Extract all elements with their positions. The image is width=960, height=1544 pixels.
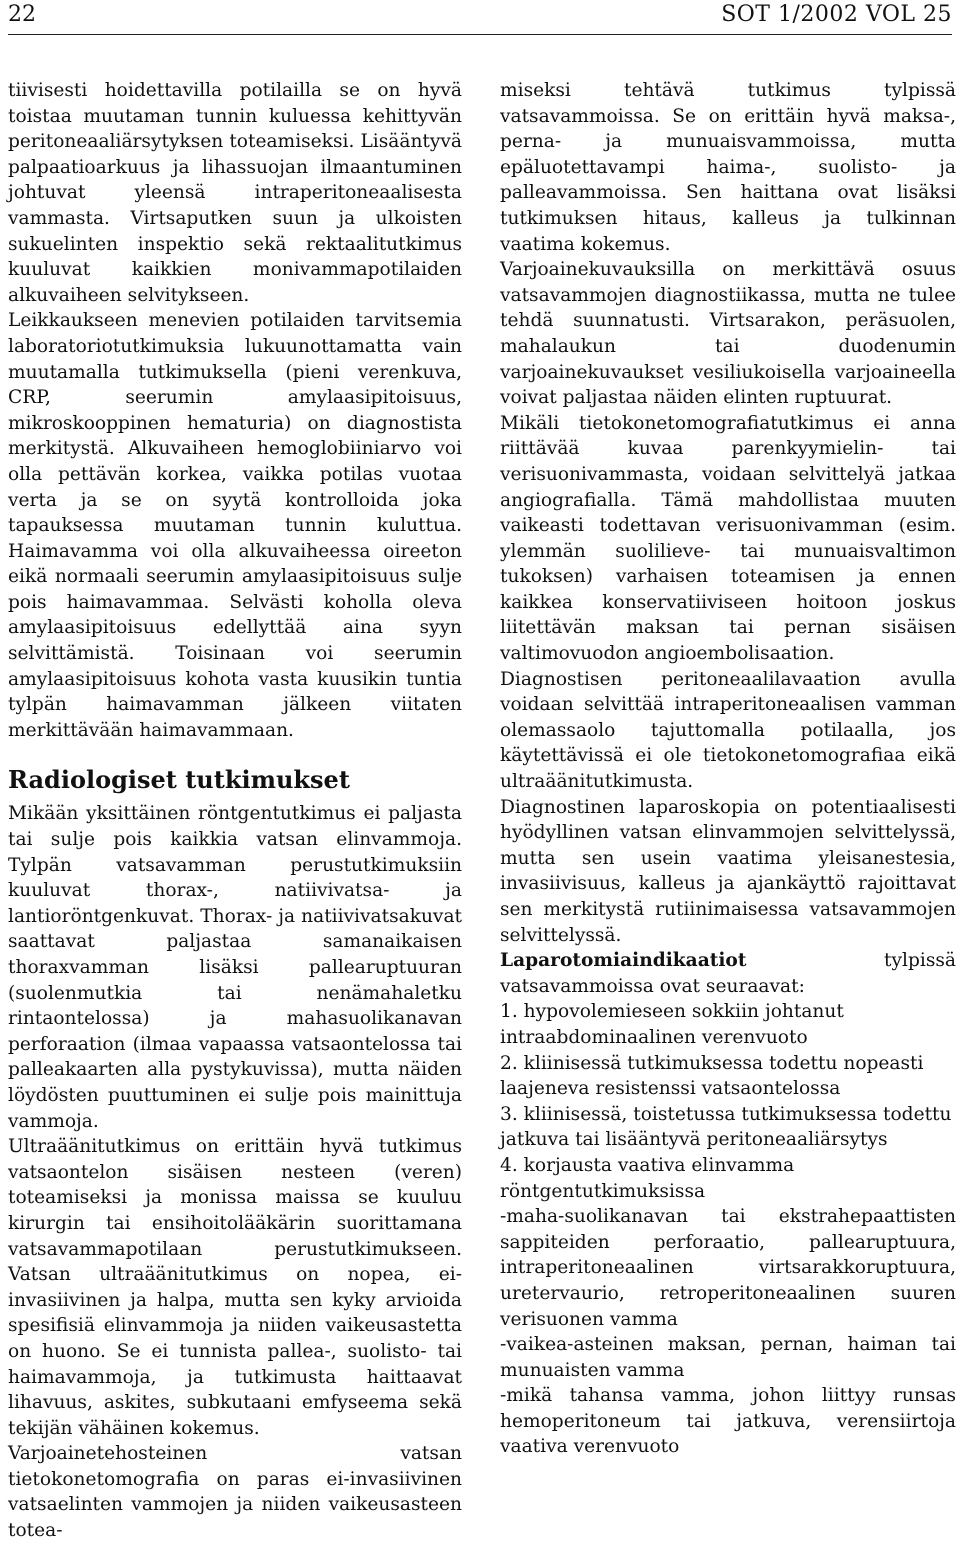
paragraph-ct: Varjoainetehosteinen vatsan tietokonetomografia on paras ei-invasiivinen vatsaelinten vammojen ja niiden vaikeusasteen totea- <box>8 1443 462 1542</box>
list-subitem: -vaikea-asteinen maksan, pernan, haiman tai munuaisten vamma <box>500 1334 956 1381</box>
page-number: 22 <box>8 2 36 27</box>
paragraph-ultrasound: Ultraäänitutkimus on erittäin hyvä tutkimus vatsaontelon sisäisen nesteen (veren) toteamiseksi ja monissa maissa se kuuluu kirurgin tai ensihoitolääkärin suorittamana vatsavammapotilaan perustutkimukseen. Vatsan ultraäänitutkimus on nopea, ei-invasiivinen ja halpa, mutta sen kyky arvioida spesifisiä elinvammoja ja niiden vaikeusastetta on huono. Se ei tunnista pallea-, suolisto- tai haimavammoja, ja tutkimusta haittaavat lihavuus, askites, subkutaani emfyseema sekä tekijän vähäinen kokemus. <box>8 1136 462 1439</box>
list-item: 3. kliinisessä, toistetussa tutkimuksessa todettu jatkuva tai lisääntyvä peritoneaaliärsytys <box>500 1103 952 1151</box>
journal-reference: SOT 1/2002 VOL 25 <box>721 2 952 27</box>
page-header <box>8 0 952 35</box>
section-heading-radiology: Radiologiset tutkimukset <box>8 765 350 795</box>
paragraph-clinical-exam: tiivisesti hoidettavilla potilailla se on hyvä toistaa muutaman tunnin kuluessa kehittyvän peritoneaaliärsytyksen toteamiseksi. Lisääntyvä palpaatioarkuus ja lihassuojan ilmaantuminen johtuvat yleensä intraperitoneaalisesta vammasta. Virtsaputken suun ja ulkoisten sukuelinten inspektio sekä rektaalitutkimus kuuluvat kaikkien monivammapotilaiden alkuvaiheen selvitykseen. <box>8 80 462 306</box>
list-item: 4. korjausta vaativa elinvamma röntgentutkimuksissa <box>500 1154 795 1202</box>
paragraph-laparoscopy: Diagnostinen laparoskopia on potentiaalisesti hyödyllinen vatsan elinvammojen selvittelyssä, mutta sen usein vaatima yleisanestesia, invasiivisuus, kalleus ja ajankäyttö rajoittavat sen merkitystä rutiinimaisessa vatsavammojen selvittelyssä. <box>500 796 956 946</box>
paragraph-angiography: Mikäli tietokonetomografiatutkimus ei anna riittävää kuvaa parenkyymielin- tai verisuonivammasta, voidaan selvittelyä jatkaa angiografialla. Tämä mahdollistaa muuten vaikeasti todettavan verisuonivamman (esim. ylemmän suolilieve- tai munuaisvaltimon tukoksen) varhaisen toteamisen ja ennen kaikkea konservatiiviseen hoitoon joskus liitettävän maksan tai pernan sisäisen valtimovuodon angioembolisaation. <box>500 412 956 665</box>
list-subitem: -maha-suolikanavan tai ekstrahepaattisten sappiteiden perforaatio, pallearuptuura, intraperitoneaalinen virtsarakkoruptuura, uretervaurio, retroperitoneaalinen suuren verisuonen vamma <box>500 1206 956 1330</box>
paragraph-laboratory: Leikkaukseen menevien potilaiden tarvitsemia laboratoriotutkimuksia lukuunottamatta vain muutamalla tutkimuksella (pieni verenkuva, CRP, seerumin amylaasipitoisuus, mikroskooppinen hematuria) on diagnostista merkitystä. Alkuvaiheen hemoglobiiniarvo voi olla pettävän korkea, vaikka potilas vuotaa verta ja se on syytä kontrolloida joka tapauksessa muutaman tunnin kuluttua. Haimavamma voi olla alkuvaiheessa oireeton eikä normaali seerumin amylaasipitoisuus sulje pois haimavammaa. Selvästi koholla oleva amylaasipitoisuus edellyttää aina syyn selvittämistä. Toisinaan voi seerumin amylaasipitoisuus kohota vasta kuusikin tuntia tylpän haimavamman jälkeen viitaten merkittävään haimavammaan. <box>8 310 462 741</box>
paragraph-lavage: Diagnostisen peritoneaalilavaation avulla voidaan selvittää intraperitoneaalisen vamman olemassaolo tajuttomalla potilaalla, jos käytettävissä ei ole tietokonetomografiaa eikä ultraäänitutkimusta. <box>500 668 956 793</box>
paragraph-indications <box>500 948 956 999</box>
list-item: 2. kliinisessä tutkimuksessa todettu nopeasti laajeneva resistenssi vatsaontelossa <box>500 1052 924 1100</box>
indications-term: Laparotomiaindikaatiot <box>500 950 747 972</box>
left-column <box>8 78 462 1544</box>
indications-intro: tylpissä vatsavammoissa ovat seuraavat: <box>500 950 956 997</box>
paragraph-xray: Mikään yksittäinen röntgentutkimus ei paljasta tai sulje pois kaikkia vatsan elinvammoja. Tylpän vatsavamman perustutkimuksiin kuuluvat thorax-, natiivivatsa- ja lantioröntgenkuvat. Thorax- ja natiivivatsakuvat saattavat paljastaa samanaikaisen thoraxvamman lisäksi pallearuptuuran (suolenmutkia tai nenämahaletku rintaontelossa) ja mahasuolikanavan perforaation (ilmaa vapaassa vatsaontelossa tai palleakaarten alla pystykuvissa), mutta näiden löydösten puuttuminen ei sulje pois mainittuja vammoja. <box>8 803 462 1132</box>
right-column <box>500 78 956 1460</box>
list-subitem: -mikä tahansa vamma, johon liittyy runsas hemoperitoneum tai jatkuva, verensiirtoja vaativa verenvuoto <box>500 1385 956 1458</box>
paragraph-contrast: Varjoainekuvauksilla on merkittävä osuus vatsavammojen diagnostiikassa, mutta ne tulee tehdä suunnatusti. Virtsarakon, peräsuolen, mahalaukun tai duodenumin varjoainekuvaukset vesiliukoisella varjoaineella voivat paljastaa näiden elinten ruptuurat. <box>500 259 956 409</box>
paragraph-ct-continued: miseksi tehtävä tutkimus tylpissä vatsavammoissa. Se on erittäin hyvä maksa-, perna- ja munuaisvammoissa, mutta epäluotettavampi haima-, suolisto- ja palleavammoissa. Sen haittana ovat lisäksi tutkimuksen hitaus, kalleus ja tulkinnan vaatima kokemus. <box>500 80 956 255</box>
list-item: 1. hypovolemieseen sokkiin johtanut intraabdominaalinen verenvuoto <box>500 1001 844 1048</box>
